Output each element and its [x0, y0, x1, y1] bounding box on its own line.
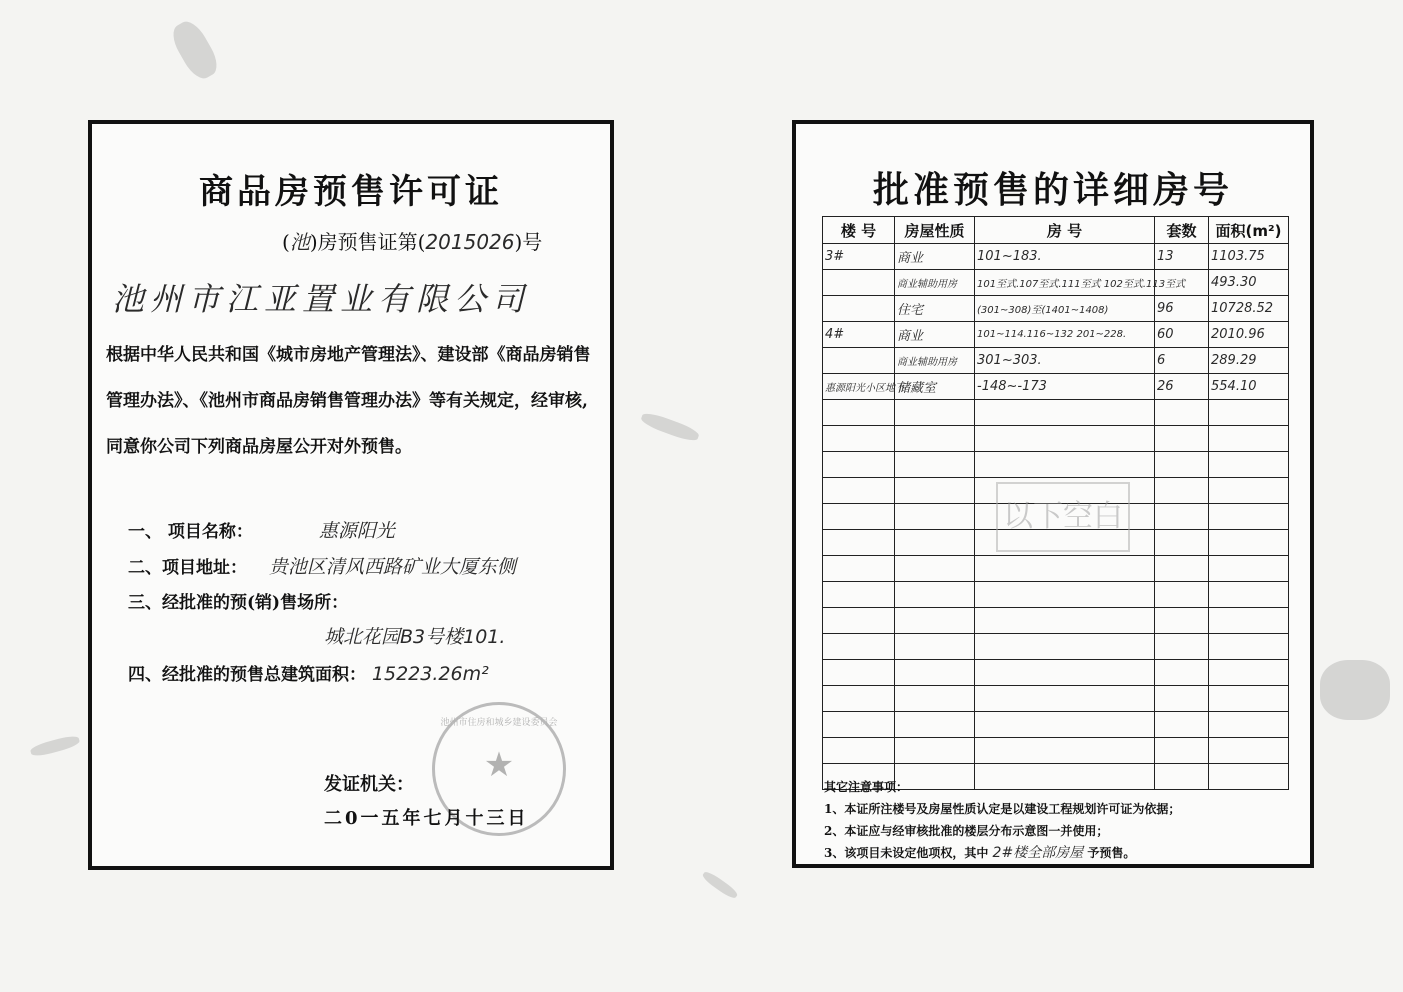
table-cell [823, 686, 895, 712]
table-cell [823, 426, 895, 452]
header-area: 面积(m²) [1209, 217, 1289, 244]
issue-date: 二0一五年七月十三日 [324, 808, 529, 829]
table-row [823, 426, 1289, 452]
approved-rooms-panel [792, 120, 1314, 868]
table-cell [823, 634, 895, 660]
issuer-label: 发证机关： [324, 774, 414, 795]
note3-handwritten: 2#楼全部房屋 [992, 845, 1084, 861]
table-cell [823, 296, 895, 322]
table-cell [895, 686, 975, 712]
table-cell: 101~183. [975, 244, 1155, 270]
table-cell [895, 712, 975, 738]
table-cell [1209, 478, 1289, 504]
table-cell [975, 556, 1155, 582]
table-row [823, 556, 1289, 582]
table-cell [1155, 608, 1209, 634]
table-cell: 1103.75 [1209, 244, 1289, 270]
table-cell [1155, 452, 1209, 478]
table-cell [1209, 400, 1289, 426]
project-name-value: 惠源阳光 [318, 520, 395, 542]
table-cell [975, 712, 1155, 738]
table-row [823, 270, 1289, 296]
table-cell: 13 [1155, 244, 1209, 270]
header-room-numbers: 房 号 [975, 217, 1155, 244]
seal-star-icon: ★ [483, 745, 515, 785]
table-cell [1209, 634, 1289, 660]
table-cell [823, 504, 895, 530]
cert-middle: )房预售证第( [309, 230, 426, 254]
table-cell [823, 530, 895, 556]
note-item: 2、本证应与经审核批准的楼层分布示意图一并使用； [824, 824, 1109, 838]
table-cell: 289.29 [1209, 348, 1289, 374]
header-building: 楼 号 [823, 217, 895, 244]
scan-speck [29, 734, 80, 759]
table-cell: 26 [1155, 374, 1209, 400]
table-cell: 3# [823, 244, 895, 270]
table-cell [823, 452, 895, 478]
sales-office-value: 城北花园B3号楼101. [324, 626, 506, 648]
table-cell: 60 [1155, 322, 1209, 348]
table-cell [895, 504, 975, 530]
table-cell: 惠源阳光小区地下 [823, 374, 895, 400]
table-cell [1155, 426, 1209, 452]
table-row [823, 634, 1289, 660]
cert-suffix: )号 [514, 230, 543, 254]
table-cell: 101~114.116~132 201~228. [975, 322, 1155, 348]
table-cell [823, 660, 895, 686]
table-cell: 商业辅助用房 [895, 270, 975, 296]
table-cell [1209, 530, 1289, 556]
table-cell [823, 478, 895, 504]
table-cell: 96 [1155, 296, 1209, 322]
project-address-label: 二、项目地址： [128, 558, 247, 578]
table-cell [1209, 608, 1289, 634]
table-cell [1155, 660, 1209, 686]
table-cell: 住宅 [895, 296, 975, 322]
table-cell [895, 634, 975, 660]
table-row [823, 582, 1289, 608]
table-cell [975, 634, 1155, 660]
table-cell: -148~-173 [975, 374, 1155, 400]
below-blank-stamp: 以下空白 [996, 482, 1130, 552]
certificate-number [282, 226, 542, 255]
sales-office-label: 三、经批准的预(销)售场所： [128, 593, 349, 613]
table-cell [823, 608, 895, 634]
table-cell [1155, 400, 1209, 426]
table-cell [895, 426, 975, 452]
table-cell [1209, 452, 1289, 478]
table-cell [1209, 426, 1289, 452]
table-row [823, 452, 1289, 478]
header-property-type: 房屋性质 [895, 217, 975, 244]
table-cell [1209, 686, 1289, 712]
table-cell [975, 608, 1155, 634]
seal-text: 池州市住房和城乡建设委员会 [440, 718, 558, 728]
table-row [823, 712, 1289, 738]
presale-permit-panel [88, 120, 614, 870]
table-cell [823, 348, 895, 374]
table-row [823, 374, 1289, 400]
table-cell [1155, 712, 1209, 738]
header-unit-count: 套数 [1155, 217, 1209, 244]
notes-section [824, 776, 1180, 864]
scan-speck [1320, 660, 1390, 720]
table-cell [895, 452, 975, 478]
table-cell [1209, 660, 1289, 686]
note-item: 1、本证所注楼号及房屋性质认定是以建设工程规划许可证为依据； [824, 802, 1181, 816]
table-row [823, 608, 1289, 634]
table-cell [1209, 712, 1289, 738]
company-name: 池州市江亚置业有限公司 [112, 280, 531, 318]
table-cell: 2010.96 [1209, 322, 1289, 348]
table-cell [895, 556, 975, 582]
table-cell [823, 400, 895, 426]
table-cell [895, 478, 975, 504]
scan-speck [701, 869, 740, 900]
table-row [823, 660, 1289, 686]
table-cell [1155, 738, 1209, 764]
table-cell: 商业 [895, 244, 975, 270]
table-cell [895, 400, 975, 426]
cert-number-value: 2015026 [425, 230, 515, 254]
table-row [823, 244, 1289, 270]
note3-prefix: 3、该项目未设定他项权，其中 [824, 846, 989, 860]
permit-title: 商品房预售许可证 [199, 172, 503, 212]
table-cell [1209, 764, 1289, 790]
table-header-row [823, 217, 1289, 244]
table-row [823, 400, 1289, 426]
table-cell: 储藏室 [895, 374, 975, 400]
table-row [823, 348, 1289, 374]
rooms-title: 批准预售的详细房号 [872, 170, 1233, 211]
scan-speck [639, 410, 700, 444]
table-cell [1209, 738, 1289, 764]
table-cell [975, 738, 1155, 764]
table-cell [1209, 556, 1289, 582]
table-cell [895, 738, 975, 764]
table-cell: 6 [1155, 348, 1209, 374]
table-cell: (301~308)至(1401~1408) [975, 296, 1155, 322]
table-cell [1155, 478, 1209, 504]
table-cell: 商业辅助用房 [895, 348, 975, 374]
table-cell [975, 426, 1155, 452]
table-cell: 301~303. [975, 348, 1155, 374]
total-area-value: 15223.26m² [371, 663, 489, 685]
table-cell: 101至式.107至式.111至式 102至式.113至式 [975, 270, 1155, 296]
table-cell [895, 582, 975, 608]
cert-district: 池 [289, 230, 310, 254]
table-row [823, 296, 1289, 322]
table-cell: 商业 [895, 322, 975, 348]
project-address-row [128, 552, 516, 579]
table-cell [1155, 504, 1209, 530]
total-area-row [128, 660, 489, 685]
table-row [823, 738, 1289, 764]
table-cell: 554.10 [1209, 374, 1289, 400]
table-cell [1155, 686, 1209, 712]
note-item [824, 842, 1180, 864]
table-cell [975, 582, 1155, 608]
table-cell: 10728.52 [1209, 296, 1289, 322]
note3-suffix: 予预售。 [1087, 846, 1136, 860]
table-cell [823, 556, 895, 582]
permit-body-text: 根据中华人民共和国《城市房地产管理法》、建设部《商品房销售管理办法》、《池州市商品房销售管理办法》等有关规定，经审核,同意你公司下列商品房屋公开对外预售。 [106, 345, 591, 457]
table-cell [823, 582, 895, 608]
table-cell [823, 270, 895, 296]
table-cell: 493.30 [1209, 270, 1289, 296]
table-cell [1155, 556, 1209, 582]
total-area-label: 四、经批准的预售总建筑面积： [128, 665, 366, 685]
table-cell [975, 400, 1155, 426]
table-cell [895, 660, 975, 686]
table-cell [1209, 504, 1289, 530]
table-cell [823, 738, 895, 764]
table-row [823, 322, 1289, 348]
table-cell [1155, 634, 1209, 660]
table-cell [975, 660, 1155, 686]
sales-office-value-row [324, 622, 505, 649]
project-name-row [128, 516, 395, 543]
table-row [823, 686, 1289, 712]
project-address-value: 贵池区清风西路矿业大厦东侧 [268, 556, 516, 578]
table-cell [1155, 530, 1209, 556]
table-cell [823, 712, 895, 738]
table-cell [895, 608, 975, 634]
table-cell [1155, 582, 1209, 608]
cert-prefix: ( [282, 230, 290, 254]
scan-speck [167, 17, 223, 84]
sales-office-row [128, 588, 348, 613]
table-cell [1209, 582, 1289, 608]
table-cell [975, 452, 1155, 478]
table-cell [975, 686, 1155, 712]
table-cell: 4# [823, 322, 895, 348]
notes-title: 其它注意事项： [824, 780, 909, 794]
project-name-label: 一、 项目名称： [128, 522, 253, 542]
table-cell [895, 530, 975, 556]
